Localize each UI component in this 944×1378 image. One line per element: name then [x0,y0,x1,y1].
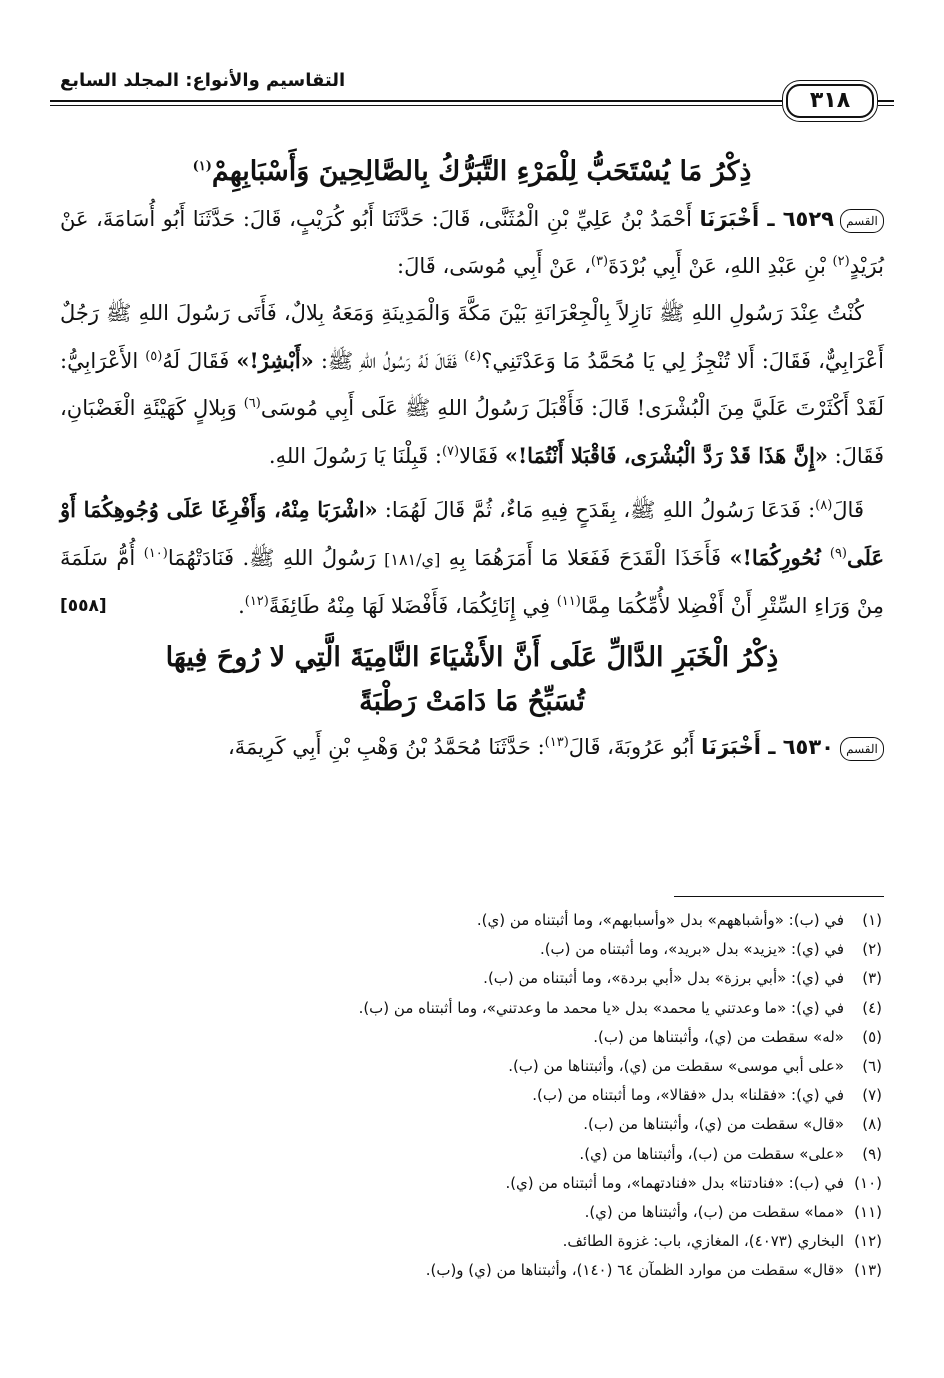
section-heading-1 [60,150,884,194]
footnote-text: في (ي): «يزيد» بدل «بريد»، وما أثبتناه من (ب). [539,940,844,959]
matn-text: : فَدَعَا رَسُولُ اللهِ ﷺ، بِقَدَحٍ فِيهِ مَاءٌ، ثُمَّ قَالَ لَهُمَا: [377,498,816,522]
section-badge-icon: القسم [840,737,884,761]
footnote-item [70,1023,882,1052]
footnote-number: (٦) [862,1057,882,1076]
footnote-number: (١٢) [854,1232,882,1251]
prophet-quote: «أَبْشِرْ!» [236,348,314,373]
matn-text: رَسُولُ اللهِ ﷺ. فَنَادَتْهُمَا [167,546,385,570]
footnote-number: (٤) [862,998,882,1017]
matn-text: : قَبِلْنَا يَا رَسُولَ اللهِ. [268,444,442,468]
manuscript-ref: [ي/١٨١] [384,550,441,569]
prophet-quote: نُحُورِكُمَا!» [729,545,830,570]
matn-text: قَالَ [832,498,864,522]
matn-text: . [238,594,245,618]
footnote-ref: (٦) [243,396,261,411]
page-header [50,66,894,126]
footnote-ref: (١١) [556,594,581,609]
footnote-text: في (ي): «أبي برزة» بدل «أبي بردة»، وما أثبتناه من (ب). [483,969,844,988]
isnad-text: أَحْمَدُ بْنُ عَلِيِّ بْنِ الْمُثَنَّى، قَالَ: حَدَّثَنَا أَبُو كُرَيْبٍ، قَالَ: حَدَّثَنَا أَبُو أُسَامَةَ، عَنْ بُرَيْدٍ [60,207,884,278]
matn-text: فَقَالَ لَهُ [162,349,237,373]
footnote-text: «له» سقطت من (ي)، وأثبتناها من (ب). [593,1027,844,1046]
footnote-number: (١١) [854,1203,882,1222]
footnote-item [70,1110,882,1139]
prophet-quote: «إِنَّ هَذَا قَدْ رَدَّ الْبُشْرَى، فَاقْبَلا أَنْتُمَا!» [504,443,828,468]
footnote-divider [674,896,884,897]
footnote-item [70,1198,882,1227]
section-heading-1-text: ذِكْرُ مَا يُسْتَحَبُّ لِلْمَرْءِ التَّبَرُّكُ بِالصَّالِحِينَ وَأَسْبَابِهِمْ [211,156,752,187]
isnad-text: : حَدَّثَنَا مُحَمَّدُ بْنُ وَهْبِ بْنِ أَبِي كَرِيمَةَ، [228,735,545,759]
footnotes-list [70,906,882,1286]
matn-text: كُنْتُ عِنْدَ رَسُولِ اللهِ ﷺ نَازِلاً بِالْجِعْرَانَةِ بَيْنَ مَكَّةَ وَالْمَدِينَةِ وَمَعَهُ بِلالٌ، فَأَتَى رَسُولَ اللهِ ﷺ رَجُلٌ أَعْرَابِيٌّ، فَقَالَ: أَلا تُنْجِزُ لِي يَا مُحَمَّدُ مَا وَعَدْتَنِي؟ [60,301,885,373]
footnote-ref: (١٠) [143,546,168,561]
footnote-ref: (٤) [464,349,482,364]
matn-text: فَقَالا [459,444,505,468]
book-page [50,0,894,1378]
footnote-ref: (١٣) [544,735,569,750]
footnote-text: «مما» سقطت من (ب)، وأثبتناها من (ي). [584,1203,844,1222]
hadith-number: ٦٥٣٠ ـ أَخْبَرَنَا [701,735,834,759]
footnote-ref: (١) [192,159,212,174]
footnote-item [70,1140,882,1169]
footnote-number: (١٠) [854,1173,882,1192]
section-badge-icon: القسم [840,209,884,233]
footnote-text: في (ي): «ما وعدتني يا محمد» بدل «يا محمد ما وعدتني»، وما أثبتناه من (ب). [358,998,844,1017]
hadith-number: ٦٥٢٩ ـ أَخْبَرَنَا [699,207,834,231]
page-number: ٣١٨ [786,84,874,118]
running-title: التقاسيم والأنواع: المجلد السابع [60,70,346,91]
matn-text: أُمُّ سَلَمَةَ مِنْ وَرَاءِ السِّتْرِ أَنْ أَفْضِلا لأُمِّكُمَا مِمَّا [60,546,884,618]
footnote-ref: (٢) [832,254,850,269]
footnote-ref: (٨) [815,498,833,513]
footnote-item [70,1052,882,1081]
section-heading-2-line1: ذِكْرُ الْخَبَرِ الدَّالِّ عَلَى أَنَّ الأَشْيَاءَ النَّامِيَةَ الَّتِي لا رُوحَ فِيهَا [165,642,779,673]
matn-text: وَبِلالٍ كَهَيْئَةِ الْغَضْبَانِ، فَقَالَ: [60,396,884,468]
footnote-text: «على أبي موسى» سقطت من (ي)، وأثبتناها من (ب). [508,1057,844,1076]
footnote-item [70,1169,882,1198]
footnote-text: «قال» سقطت من (ي)، وأثبتناها من (ب). [583,1115,844,1134]
footnote-ref: (٩) [829,546,847,561]
isnad-text: بْنِ عَبْدِ اللهِ، عَنْ أَبِي بُرْدَةَ [608,254,833,278]
footnote-item [70,994,882,1023]
hadith-6530-isnad [60,724,884,771]
footnote-ref: (٧) [441,444,460,459]
footnote-item [70,964,882,993]
footnote-text: في (ب): «وأشباههم» بدل «وأسبابهم»، وما أثبتناه من (ي). [476,911,844,929]
main-content [60,150,884,771]
footnote-text: «على» سقطت من (ب)، وأثبتناها من (ي). [579,1144,844,1163]
hadith-ref-number: [٥٥٨] [60,596,107,616]
header-rule [50,100,782,106]
hadith-6529-isnad [60,196,884,290]
section-heading-2-line2: تُسَبِّحُ مَا دَامَتْ رَطْبَةً [359,686,585,717]
footnote-item [70,906,882,935]
matn-text: فَأَخَذَا الْقَدَحَ فَفَعَلا مَا أَمَرَهُمَا بِهِ [440,546,730,570]
section-heading-2 [60,636,884,724]
footnote-number: (١) [862,911,882,929]
footnote-number: (٧) [862,1086,882,1105]
footnote-item [70,1227,882,1256]
footnote-ref: (٥) [145,349,163,364]
matn-text: الأَعْرَابِيُّ: لَقَدْ أَكْثَرْتَ عَلَيَّ مِنَ الْبُشْرَى! قَالَ: فَأَقْبَلَ رَسُولُ اللهِ ﷺ عَلَى أَبِي مُوسَى [60,349,885,420]
footnote-ref: (٣) [590,254,609,269]
hadith-6529-matn-2 [60,486,884,630]
footnote-ref: (١٢) [244,594,269,609]
footnote-number: (٩) [862,1144,882,1163]
footnote-number: (٥) [862,1027,882,1046]
footnote-text: في (ب): «فنادتنا» بدل «فنادتهما»، وما أثبتناه من (ي). [505,1173,844,1192]
footnote-text: البخاري (٤٠٧٣)، المغازي، باب: غزوة الطائف. [562,1232,844,1251]
footnote-text: في (ي): «فقلنا» بدل «فقالا»، وما أثبتناه من (ب). [532,1086,844,1105]
isnad-text: أَبُو عَرُوبَةَ، قَالَ [568,735,702,759]
footnote-number: (٣) [862,969,882,988]
hadith-6529-matn [60,290,884,480]
matn-text: فَقَالَ لَهُ رَسُولُ اللهِ ﷺ: [313,349,465,373]
footnote-number: (١٣) [854,1261,882,1280]
footnote-item [70,1081,882,1110]
footnote-item [70,935,882,964]
header-rule-right [878,100,894,106]
footnote-number: (٨) [862,1115,882,1134]
footnote-text: «قال» سقطت من موارد الظمآن ٦٤ (١٤٠)، وأثبتناها من (ي) و(ب). [425,1261,844,1280]
footnote-number: (٢) [862,940,882,959]
prophet-quote: «اشْرَبَا مِنْهُ، وَأَفْرِغَا عَلَى وُجُوهِكُمَا أَوْ عَلَى [60,497,884,570]
footnote-item [70,1256,882,1285]
isnad-text: ، عَنْ أَبِي مُوسَى، قَالَ: [397,254,591,278]
matn-text: فِي إِنَائِكُمَا، فَأَفْضَلا لَهَا مِنْهُ طَائِفَةً [268,594,557,618]
